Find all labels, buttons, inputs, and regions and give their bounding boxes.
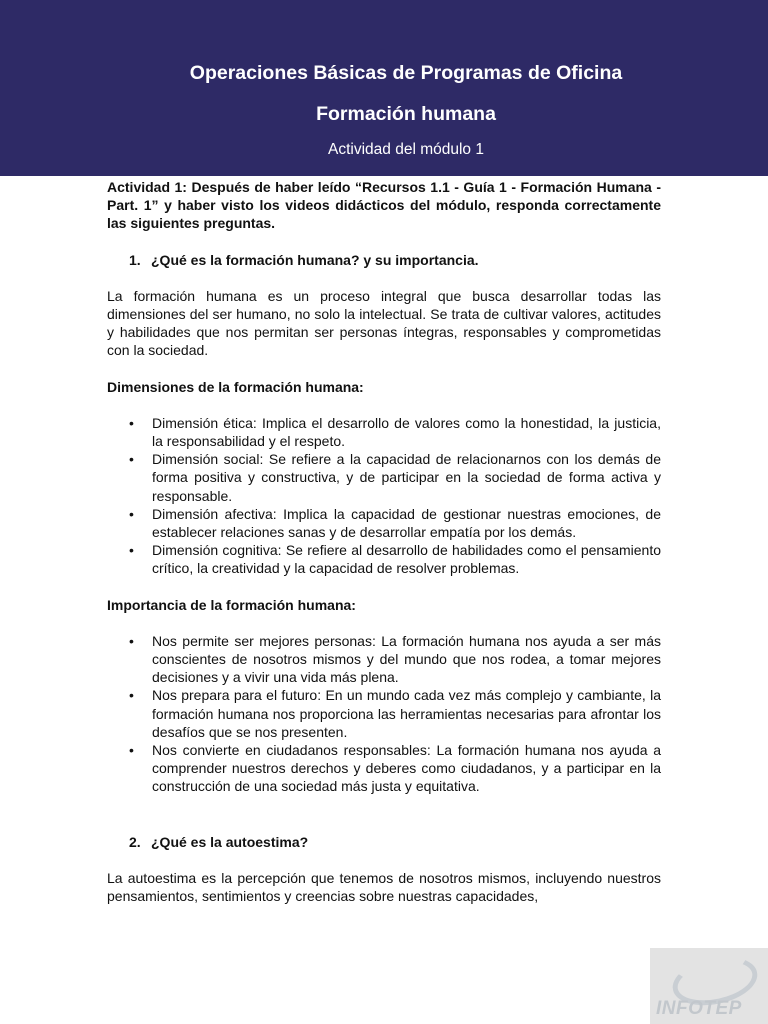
question-1-answer: La formación humana es un proceso integral que busca desarrollar todas las dimensiones del ser humano, no solo la intelectual. Se trata de cultivar valores, actitudes y habilidades que nos permitan ser personas íntegras, responsables y comprometidas con la sociedad.	[107, 287, 661, 359]
dimensions-list	[107, 414, 661, 578]
question-1	[107, 251, 661, 269]
question-number: 1.	[129, 251, 141, 268]
activity-intro: Actividad 1: Después de haber leído “Recursos 1.1 - Guía 1 - Formación Humana - Part. 1” y haber visto los videos didácticos del módulo, responda correctamente las siguientes preguntas.	[107, 179, 661, 232]
question-text: ¿Qué es la autoestima?	[151, 833, 309, 850]
course-subtitle: Formación humana	[316, 103, 496, 125]
question-2-answer: La autoestima es la percepción que tenemos de nosotros mismos, incluyendo nuestros pensamientos, sentimientos y creencias sobre nuestras capacidades,	[107, 869, 661, 905]
document-body	[107, 178, 661, 905]
list-item: • Dimensión afectiva: Implica la capacidad de gestionar nuestras emociones, de establecer relaciones sanas y de desarrollar empatía por los demás.	[129, 505, 661, 541]
bullet-icon: •	[129, 451, 134, 468]
question-2	[107, 833, 661, 851]
bullet-icon: •	[129, 687, 134, 704]
course-title: Operaciones Básicas de Programas de Oficina	[189, 62, 623, 84]
question-text: ¿Qué es la formación humana? y su importancia.	[151, 251, 479, 268]
bullet-icon: •	[129, 632, 134, 649]
bullet-icon: •	[129, 742, 134, 759]
bullet-icon: •	[129, 414, 134, 431]
list-item: • Dimensión ética: Implica el desarrollo de valores como la honestidad, la justicia, la responsabilidad y el respeto.	[129, 414, 661, 450]
list-item: • Dimensión social: Se refiere a la capacidad de relacionarnos con los demás de forma positiva y constructiva, y de participar en la sociedad de forma activa y responsable.	[129, 451, 661, 504]
importance-heading: Importancia de la formación humana:	[107, 596, 356, 613]
logo-text: INFOTEP	[656, 998, 742, 1019]
bullet-icon: •	[129, 542, 134, 559]
list-item: • Nos permite ser mejores personas: La formación humana nos ayuda a ser más conscientes de nosotros mismos y del mundo que nos rodea, a tomar mejores decisiones y a vivir una vida más plena.	[129, 632, 661, 686]
list-item: • Dimensión cognitiva: Se refiere al desarrollo de habilidades como el pensamiento crítico, la creatividad y la capacidad de resolver problemas.	[129, 542, 661, 577]
list-item: • Nos convierte en ciudadanos responsables: La formación humana nos ayuda a comprender nuestros derechos y deberes como ciudadanos, y a participar en la construcción de una sociedad más justa y equitativa.	[129, 742, 661, 795]
question-number: 2.	[129, 833, 141, 850]
infotep-logo-watermark	[650, 948, 768, 1024]
dimensions-heading: Dimensiones de la formación humana:	[107, 378, 364, 395]
document-header	[0, 0, 768, 176]
bullet-icon: •	[129, 505, 134, 522]
module-label: Actividad del módulo 1	[328, 141, 484, 158]
importance-list	[107, 632, 661, 796]
list-item: • Nos prepara para el futuro: En un mundo cada vez más complejo y cambiante, la formación humana nos proporciona las herramientas necesarias para afrontar los desafíos que se nos presenten.	[129, 687, 661, 740]
